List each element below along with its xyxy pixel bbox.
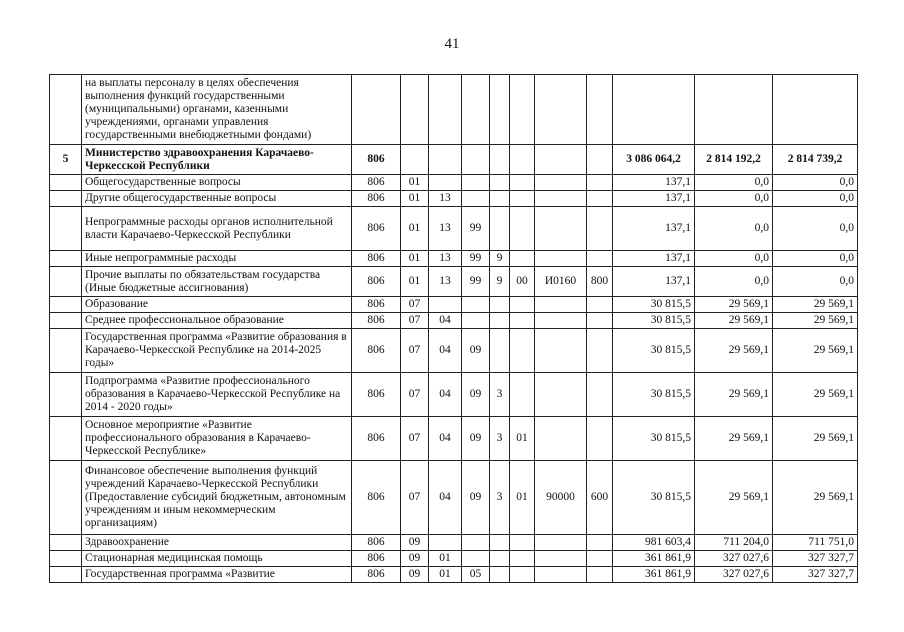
amount-year-2: 29 569,1: [695, 417, 773, 461]
table-row: [50, 251, 858, 267]
expense-name: Среднее профессиональное образование: [82, 313, 352, 329]
table-row: [50, 551, 858, 567]
code-expense-type: 600: [587, 461, 613, 535]
code-subsection: [429, 145, 462, 175]
table-row: [50, 417, 858, 461]
amount-year-2: 711 204,0: [695, 535, 773, 551]
amount-year-1: 30 815,5: [613, 329, 695, 373]
code-direction: [535, 313, 587, 329]
code-direction: [535, 551, 587, 567]
amount-year-2: 327 027,6: [695, 551, 773, 567]
code-subprogram: [490, 567, 510, 583]
code-subprogram: 9: [490, 251, 510, 267]
table-row: [50, 75, 858, 145]
expense-name: Здравоохранение: [82, 535, 352, 551]
code-ministry: 806: [352, 551, 401, 567]
code-section: 09: [401, 567, 429, 583]
code-ministry: 806: [352, 329, 401, 373]
code-activity: [510, 313, 535, 329]
row-number: [50, 329, 82, 373]
amount-year-2: 29 569,1: [695, 461, 773, 535]
code-subprogram: 9: [490, 267, 510, 297]
code-ministry: 806: [352, 267, 401, 297]
amount-year-1: 361 861,9: [613, 551, 695, 567]
code-expense-type: [587, 567, 613, 583]
expense-name: Иные непрограммные расходы: [82, 251, 352, 267]
amount-year-1: 3 086 064,2: [613, 145, 695, 175]
row-number: [50, 535, 82, 551]
amount-year-1: [613, 75, 695, 145]
amount-year-3: 29 569,1: [773, 461, 858, 535]
table-row: [50, 207, 858, 251]
amount-year-2: 29 569,1: [695, 373, 773, 417]
amount-year-2: 0,0: [695, 207, 773, 251]
code-section: 07: [401, 313, 429, 329]
code-expense-type: [587, 329, 613, 373]
code-section: 07: [401, 461, 429, 535]
code-section: 09: [401, 535, 429, 551]
amount-year-1: 30 815,5: [613, 461, 695, 535]
amount-year-3: 2 814 739,2: [773, 145, 858, 175]
code-ministry: 806: [352, 417, 401, 461]
amount-year-1: 30 815,5: [613, 373, 695, 417]
amount-year-3: 29 569,1: [773, 373, 858, 417]
code-expense-type: [587, 175, 613, 191]
expense-name: Государственная программа «Развитие образования в Карачаево-Черкесской Республике на 2014-2025 годы»: [82, 329, 352, 373]
code-activity: 00: [510, 267, 535, 297]
table-row: [50, 313, 858, 329]
expense-name: Другие общегосударственные вопросы: [82, 191, 352, 207]
code-subsection: [429, 535, 462, 551]
code-subsection: 04: [429, 417, 462, 461]
table-row: [50, 373, 858, 417]
amount-year-3: 29 569,1: [773, 417, 858, 461]
expense-name: Основное мероприятие «Развитие профессионального образования в Карачаево-Черкесской Республике»: [82, 417, 352, 461]
code-subsection: 01: [429, 567, 462, 583]
amount-year-1: 137,1: [613, 175, 695, 191]
row-number: [50, 551, 82, 567]
code-direction: [535, 567, 587, 583]
code-program: [462, 75, 490, 145]
amount-year-3: 29 569,1: [773, 313, 858, 329]
row-number: [50, 267, 82, 297]
amount-year-2: 29 569,1: [695, 329, 773, 373]
row-number: [50, 313, 82, 329]
expense-name: Финансовое обеспечение выполнения функций учреждений Карачаево-Черкесской Республики (Предоставление субсидий бюджетным, автономным учреждениям и иным некоммерческим организациям): [82, 461, 352, 535]
expense-name: Непрограммные расходы органов исполнительной власти Карачаево-Черкесской Республики: [82, 207, 352, 251]
amount-year-3: 327 327,7: [773, 551, 858, 567]
row-number: 5: [50, 145, 82, 175]
row-number: [50, 175, 82, 191]
amount-year-2: [695, 75, 773, 145]
code-expense-type: [587, 313, 613, 329]
code-activity: [510, 329, 535, 373]
code-expense-type: [587, 417, 613, 461]
code-activity: [510, 191, 535, 207]
code-direction: [535, 297, 587, 313]
code-ministry: 806: [352, 251, 401, 267]
amount-year-3: 711 751,0: [773, 535, 858, 551]
amount-year-2: 29 569,1: [695, 297, 773, 313]
code-subprogram: [490, 207, 510, 251]
code-program: 05: [462, 567, 490, 583]
code-program: [462, 551, 490, 567]
expense-name: Министерство здравоохранения Карачаево-Черкесской Республики: [82, 145, 352, 175]
code-direction: 90000: [535, 461, 587, 535]
row-number: [50, 207, 82, 251]
code-ministry: 806: [352, 313, 401, 329]
code-ministry: 806: [352, 145, 401, 175]
amount-year-3: [773, 75, 858, 145]
row-number: [50, 297, 82, 313]
code-subsection: 13: [429, 191, 462, 207]
code-subprogram: [490, 175, 510, 191]
amount-year-2: 0,0: [695, 251, 773, 267]
code-section: 07: [401, 373, 429, 417]
table-row: [50, 297, 858, 313]
code-subprogram: [490, 145, 510, 175]
code-subsection: [429, 175, 462, 191]
code-ministry: 806: [352, 207, 401, 251]
code-direction: [535, 329, 587, 373]
code-section: 01: [401, 175, 429, 191]
code-ministry: 806: [352, 567, 401, 583]
code-section: 09: [401, 551, 429, 567]
code-direction: [535, 175, 587, 191]
code-subsection: 04: [429, 461, 462, 535]
row-number: [50, 417, 82, 461]
code-program: [462, 175, 490, 191]
amount-year-2: 0,0: [695, 267, 773, 297]
code-program: [462, 297, 490, 313]
code-program: 09: [462, 417, 490, 461]
code-activity: [510, 535, 535, 551]
code-section: 01: [401, 251, 429, 267]
code-direction: [535, 207, 587, 251]
table-body: [50, 75, 858, 583]
amount-year-3: 327 327,7: [773, 567, 858, 583]
code-section: 01: [401, 267, 429, 297]
table-row: [50, 461, 858, 535]
amount-year-1: 30 815,5: [613, 313, 695, 329]
code-section: 07: [401, 297, 429, 313]
row-number: [50, 373, 82, 417]
amount-year-3: 29 569,1: [773, 297, 858, 313]
expense-name: Государственная программа «Развитие: [82, 567, 352, 583]
code-activity: 01: [510, 461, 535, 535]
code-subsection: 13: [429, 267, 462, 297]
code-program: 99: [462, 251, 490, 267]
table-row: [50, 145, 858, 175]
code-expense-type: [587, 251, 613, 267]
amount-year-3: 0,0: [773, 267, 858, 297]
code-ministry: 806: [352, 373, 401, 417]
amount-year-3: 0,0: [773, 207, 858, 251]
code-program: 09: [462, 373, 490, 417]
code-activity: [510, 207, 535, 251]
code-ministry: 806: [352, 297, 401, 313]
code-subprogram: 3: [490, 417, 510, 461]
code-ministry: 806: [352, 461, 401, 535]
code-activity: 01: [510, 417, 535, 461]
code-program: [462, 313, 490, 329]
code-expense-type: [587, 145, 613, 175]
table-row: [50, 329, 858, 373]
amount-year-1: 30 815,5: [613, 297, 695, 313]
code-activity: [510, 175, 535, 191]
code-ministry: 806: [352, 535, 401, 551]
code-activity: [510, 297, 535, 313]
amount-year-1: 137,1: [613, 267, 695, 297]
code-expense-type: [587, 191, 613, 207]
row-number: [50, 567, 82, 583]
code-subprogram: [490, 191, 510, 207]
code-subprogram: 3: [490, 461, 510, 535]
code-expense-type: [587, 551, 613, 567]
expense-name: Подпрограмма «Развитие профессионального образования в Карачаево-Черкесской Республике на 2014 - 2020 годы»: [82, 373, 352, 417]
code-subsection: 13: [429, 251, 462, 267]
amount-year-2: 327 027,6: [695, 567, 773, 583]
code-program: 09: [462, 461, 490, 535]
row-number: [50, 461, 82, 535]
code-section: [401, 75, 429, 145]
code-section: 01: [401, 207, 429, 251]
code-section: 07: [401, 417, 429, 461]
row-number: [50, 251, 82, 267]
code-program: [462, 191, 490, 207]
amount-year-2: 2 814 192,2: [695, 145, 773, 175]
code-direction: И0160: [535, 267, 587, 297]
expense-name: Прочие выплаты по обязательствам государства (Иные бюджетные ассигнования): [82, 267, 352, 297]
code-direction: [535, 251, 587, 267]
code-section: 01: [401, 191, 429, 207]
code-direction: [535, 75, 587, 145]
code-section: 07: [401, 329, 429, 373]
code-ministry: 806: [352, 191, 401, 207]
code-subsection: [429, 75, 462, 145]
budget-table: [49, 74, 858, 583]
code-activity: [510, 373, 535, 417]
table-row: [50, 535, 858, 551]
code-program: [462, 145, 490, 175]
expense-name: Стационарная медицинская помощь: [82, 551, 352, 567]
amount-year-3: 29 569,1: [773, 329, 858, 373]
code-section: [401, 145, 429, 175]
code-expense-type: [587, 373, 613, 417]
amount-year-2: 0,0: [695, 191, 773, 207]
code-expense-type: [587, 535, 613, 551]
code-expense-type: [587, 75, 613, 145]
code-activity: [510, 567, 535, 583]
code-activity: [510, 145, 535, 175]
code-expense-type: 800: [587, 267, 613, 297]
code-subprogram: [490, 551, 510, 567]
code-subsection: 04: [429, 329, 462, 373]
code-direction: [535, 191, 587, 207]
code-subsection: 01: [429, 551, 462, 567]
table-row: [50, 175, 858, 191]
code-direction: [535, 535, 587, 551]
code-direction: [535, 145, 587, 175]
expense-name: Общегосударственные вопросы: [82, 175, 352, 191]
code-expense-type: [587, 207, 613, 251]
code-program: 09: [462, 329, 490, 373]
amount-year-2: 29 569,1: [695, 313, 773, 329]
code-program: 99: [462, 267, 490, 297]
amount-year-3: 0,0: [773, 251, 858, 267]
amount-year-1: 361 861,9: [613, 567, 695, 583]
code-subprogram: [490, 313, 510, 329]
code-subsection: [429, 297, 462, 313]
expense-name: Образование: [82, 297, 352, 313]
code-ministry: 806: [352, 175, 401, 191]
code-subprogram: [490, 535, 510, 551]
page-number: 41: [444, 36, 460, 52]
row-number: [50, 191, 82, 207]
amount-year-1: 981 603,4: [613, 535, 695, 551]
amount-year-1: 137,1: [613, 191, 695, 207]
code-activity: [510, 551, 535, 567]
code-ministry: [352, 75, 401, 145]
code-subsection: 04: [429, 313, 462, 329]
code-activity: [510, 251, 535, 267]
amount-year-1: 137,1: [613, 251, 695, 267]
code-direction: [535, 373, 587, 417]
table-row: [50, 191, 858, 207]
amount-year-2: 0,0: [695, 175, 773, 191]
code-expense-type: [587, 297, 613, 313]
code-program: [462, 535, 490, 551]
row-number: [50, 75, 82, 145]
code-subprogram: [490, 329, 510, 373]
amount-year-1: 30 815,5: [613, 417, 695, 461]
code-subsection: 04: [429, 373, 462, 417]
amount-year-1: 137,1: [613, 207, 695, 251]
table-row: [50, 267, 858, 297]
amount-year-3: 0,0: [773, 175, 858, 191]
code-subprogram: [490, 297, 510, 313]
code-direction: [535, 417, 587, 461]
code-activity: [510, 75, 535, 145]
code-program: 99: [462, 207, 490, 251]
table-row: [50, 567, 858, 583]
amount-year-3: 0,0: [773, 191, 858, 207]
code-subprogram: 3: [490, 373, 510, 417]
code-subprogram: [490, 75, 510, 145]
code-subsection: 13: [429, 207, 462, 251]
expense-name: на выплаты персоналу в целях обеспечения выполнения функций государственными (муниципальными) органами, казенными учреждениями, органами управления государственными внебюджетными фондами): [82, 75, 352, 145]
